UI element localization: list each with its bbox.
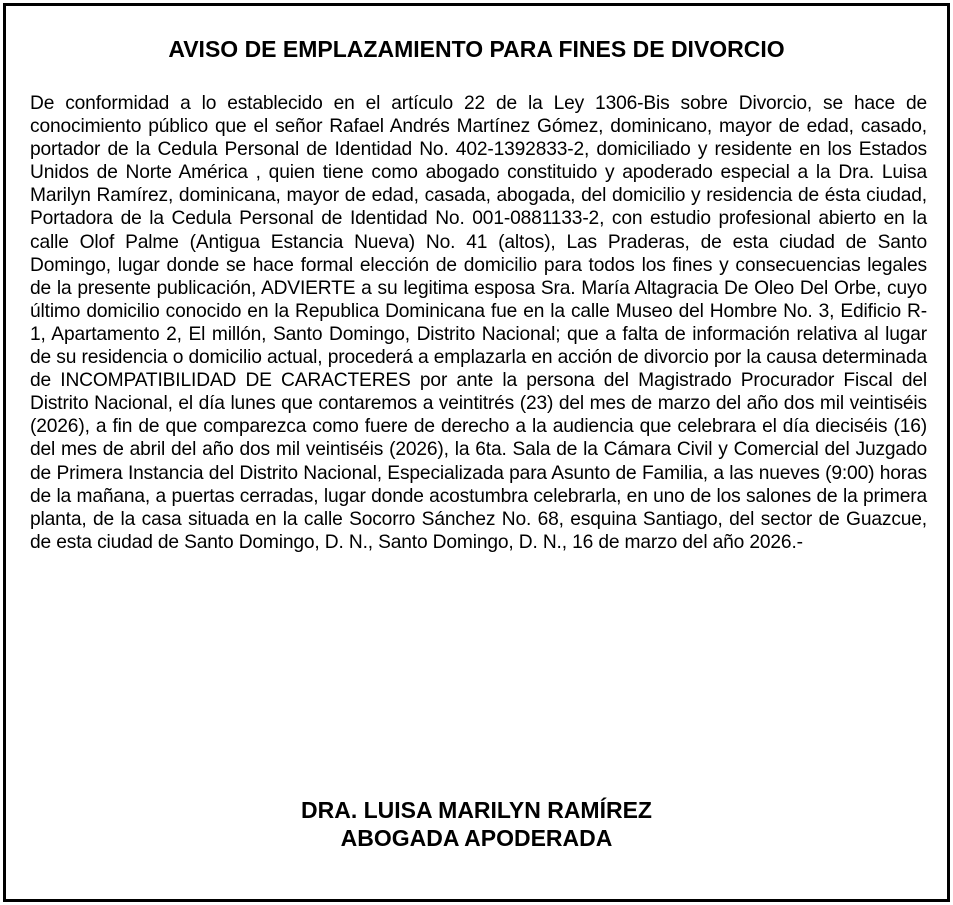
signature-name: DRA. LUISA MARILYN RAMÍREZ (301, 797, 652, 823)
notice-body: De conformidad a lo establecido en el artículo 22 de la Ley 1306-Bis sobre Divorcio, se hace de conocimiento público que el señor Rafael Andrés Martínez Gómez, dominicano, mayor de edad, casado, portador de la Cedula Personal de Identidad No. 402-1392833-2, domiciliado y residente en los Estados Unidos de Norte América , quien tiene como abogado constituido y apoderado especial a la Dra. Luisa Marilyn Ramírez, dominicana, mayor de edad, casada, abogada, del domicilio y residencia de ésta ciudad, Portadora de la Cedula Personal de Identidad No. 001-0881133-2, con estudio profesional abierto en la calle Olof Palme (Antigua Estancia Nueva) No. 41 (altos), Las Praderas, de esta ciudad de Santo Domingo, lugar donde se hace formal elección de domicilio para todos los fines y consecuencias legales de la presente publicación, ADVIERTE a su legitima esposa Sra. María Altagracia De Oleo Del Orbe, cuyo último domicilio conocido en la Republica Dominicana fue en la calle Museo del Hombre No. 3, Edificio R-1, Apartamento 2, El millón, Santo Domingo, Distrito Nacional; que a falta de información relativa al lugar de su residencia o domicilio actual, procederá a emplazarla en acción de divorcio por la causa determinada de INCOMPATIBILIDAD DE CARACTERES por ante la persona del Magistrado Procurador Fiscal del Distrito Nacional, el día lunes que contaremos a veintitrés (23) del mes de marzo del año dos mil veintiséis (2026), a fin de que comparezca como fuere de derecho a la audiencia que celebrara el día dieciséis (16) del mes de abril del año dos mil veintiséis (2026), la 6ta. Sala de la Cámara Civil y Comercial del Juzgado de Primera Instancia del Distrito Nacional, Especializada para Asunto de Familia, a las nueves (9:00) horas de la mañana, a puertas cerradas, lugar donde acostumbra celebrarla, en uno de los salones de la primera planta, de la casa situada en la calle Socorro Sánchez No. 68, esquina Santiago, del sector de Guazcue, de esta ciudad de Santo Domingo, D. N., Santo Domingo, D. N., 16 de marzo del año 2026.- (30, 93, 927, 553)
notice-title: AVISO DE EMPLAZAMIENTO PARA FINES DE DIVORCIO (168, 36, 785, 62)
signature-role: ABOGADA APODERADA (340, 825, 613, 851)
notice-frame (3, 3, 950, 902)
signature-block (6, 796, 947, 852)
